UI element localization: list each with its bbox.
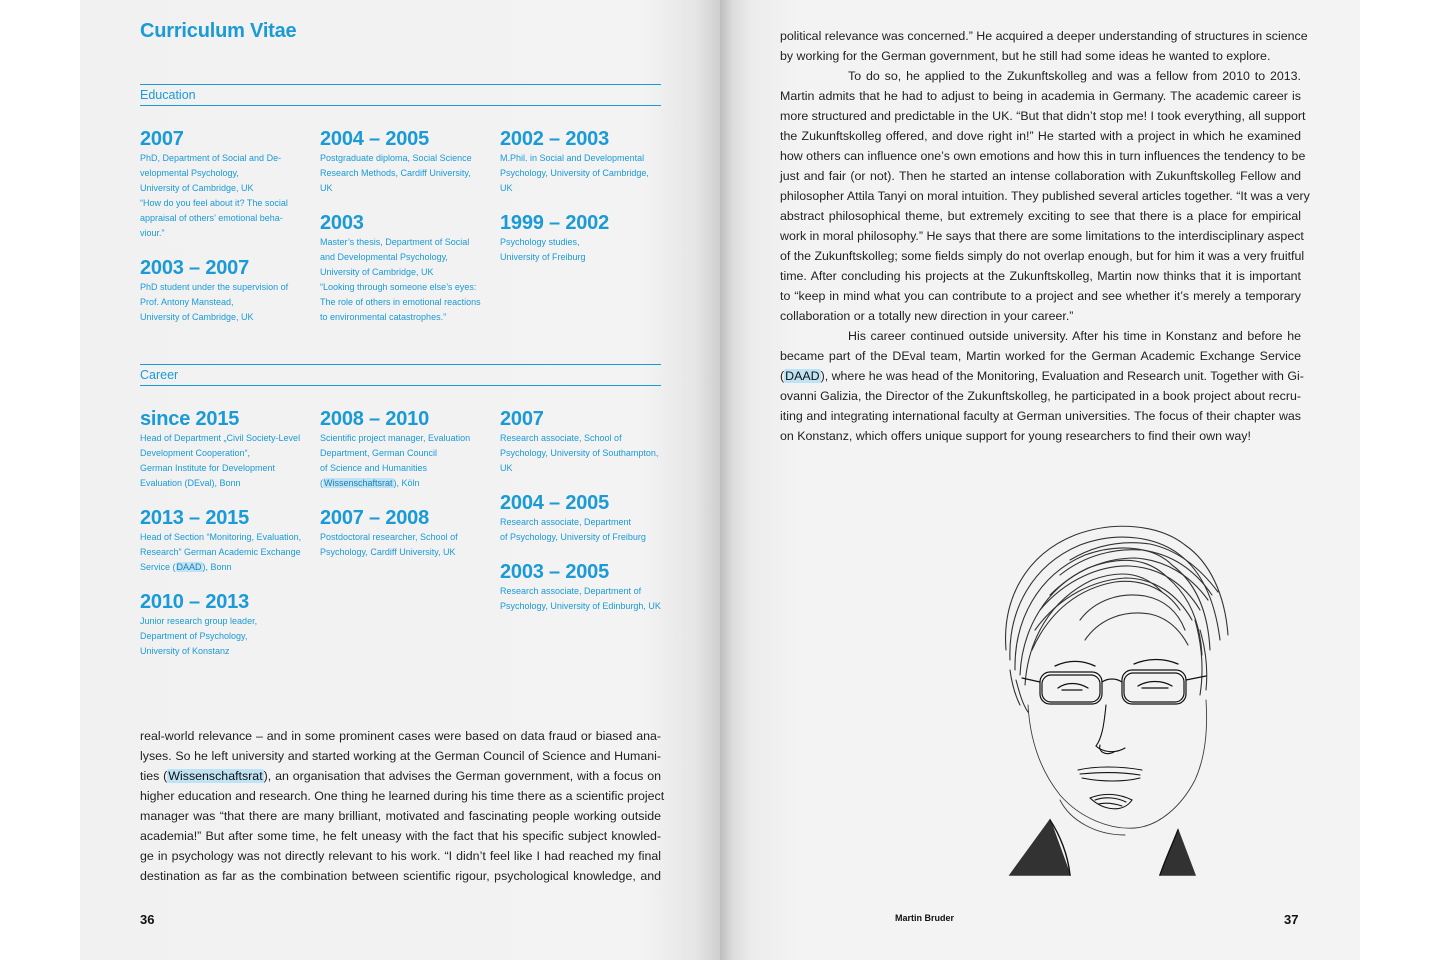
cv-entry-line: Evaluation (DEval), Bonn — [140, 478, 241, 488]
cv-entry-line: Psychology studies, — [500, 237, 580, 247]
career-column-1 — [140, 408, 312, 675]
cv-entry-line: Psychology, University of Cambridge, — [500, 168, 649, 178]
career-heading: Career — [140, 364, 661, 386]
education-column-3 — [500, 128, 672, 281]
career-column-2 — [320, 408, 492, 576]
cv-title: Curriculum Vitae — [140, 20, 297, 42]
book-spread — [80, 0, 1360, 960]
cv-entry-year: 2004 – 2005 — [500, 492, 610, 514]
body-line: Martin admits that he had to adjust to being in academia in Germany. The academic career is — [780, 89, 1301, 103]
cv-entry-line — [140, 560, 312, 575]
body-line: iting and integrating international faculty at German universities. The focus of their chapter was — [780, 409, 1301, 423]
cv-entry-line: German Institute for Development — [140, 463, 276, 473]
hair-scribble — [1006, 526, 1228, 712]
career-column-3 — [500, 408, 672, 630]
cv-entry-year: 2003 — [320, 212, 364, 234]
cv-entry-line: appraisal of others’ emotional beha- — [140, 213, 283, 223]
cv-entry-line: UK — [500, 183, 513, 193]
text-fragment: ties ( — [140, 769, 168, 783]
body-line: work in moral philosophy.” He says that there are some limitations to the interdisciplinary aspect — [780, 229, 1304, 243]
cv-entry-line: Development Cooperation“, — [140, 448, 251, 458]
portrait-sketch — [910, 500, 1310, 885]
body-line: ge in psychology was not directly relevant to his work. “I didn’t feel like I had reached my final — [140, 849, 661, 863]
cv-entry-year: 2003 – 2007 — [140, 257, 250, 279]
highlighted-term-wissenschaftsrat: Wissenschaftsrat — [168, 769, 263, 783]
body-line: how others can influence one’s own emotions and how this in turn influences the tendency to be — [780, 149, 1306, 163]
cv-entry-line: University of Cambridge, UK — [140, 183, 254, 193]
cv-entry-line: M.Phil. in Social and Developmental — [500, 153, 645, 163]
text-fragment: ), an organisation that advises the German government, with a focus on — [263, 769, 661, 783]
cv-entry — [500, 561, 672, 614]
body-line: more structured and predictable in the UK. “But that didn’t stop me! I took everything, all support — [780, 109, 1306, 123]
highlighted-term-daad: DAAD — [176, 562, 202, 572]
cv-entry-line — [320, 476, 492, 491]
cv-entry-line: University of Freiburg — [500, 252, 586, 262]
body-line: abstract philosophical theme, but extremely exciting to see that there is a place for empirical — [780, 209, 1301, 223]
body-line: on Konstanz, which offers unique support for young researchers to find their own way! — [780, 429, 1251, 443]
cv-entry-line: UK — [320, 183, 333, 193]
text-fragment: ), Bonn — [202, 562, 232, 572]
cv-entry — [500, 212, 672, 265]
page-number-left: 36 — [140, 912, 155, 927]
body-line: became part of the DEval team, Martin worked for the German Academic Exchange Service — [780, 349, 1301, 363]
cv-entry-line: Head of Section “Monitoring, Evaluation, — [140, 532, 302, 542]
cv-entry-line: University of Konstanz — [140, 646, 230, 656]
cv-entry-line: and Developmental Psychology, — [320, 252, 448, 262]
body-line: destination as far as the combination between scientific rigour, psychological knowledge, and — [140, 869, 661, 883]
education-heading: Education — [140, 84, 661, 106]
cv-entry-line: Research associate, Department of — [500, 586, 642, 596]
body-line: the Zukunftskolleg offered, and dove right in!” He started with a project in which he examined — [780, 129, 1301, 143]
cv-entry-line: Research associate, Department — [500, 517, 632, 527]
cv-entry-line: University of Cambridge, UK — [320, 267, 434, 277]
cv-entry-line: Department of Psychology, — [140, 631, 248, 641]
cv-entry-line: Psychology, University of Edinburgh, UK — [500, 601, 661, 611]
body-line: of the Zukunftskolleg; some fields simply do not overlap enough, but for him it was a very fruitful — [780, 249, 1305, 263]
body-line: time. After concluding his projects at the Zukunftskolleg, Martin now thinks that it is important — [780, 269, 1301, 283]
body-line: philosopher Attila Tanyi on moral intuition. They published several articles together. “It was a very — [780, 189, 1310, 203]
left-page — [80, 0, 720, 960]
cv-entry — [320, 212, 492, 325]
cv-entry-line: Research Methods, Cardiff University, — [320, 168, 471, 178]
text-fragment: ( — [320, 478, 323, 488]
cv-entry — [320, 128, 492, 196]
cv-entry-line: Master’s thesis, Department of Social — [320, 237, 470, 247]
body-line: lyses. So he left university and started working at the German Council of Science and Humani- — [140, 749, 661, 763]
cv-entry-line: PhD, Department of Social and De- — [140, 153, 282, 163]
left-body-text — [140, 726, 665, 886]
cv-entry-line: Prof. Antony Manstead, — [140, 297, 234, 307]
nose-mouth-sketch — [1078, 705, 1142, 809]
body-line: political relevance was concerned.” He acquired a deeper understanding of structures in science — [780, 29, 1308, 43]
cv-entry-year: 2003 – 2005 — [500, 561, 610, 583]
cv-entry-line: velopmental Psychology, — [140, 168, 239, 178]
cv-entry-line: Research associate, School of — [500, 433, 622, 443]
shirt-collar-sketch — [1010, 820, 1195, 875]
cv-entry-year: 1999 – 2002 — [500, 212, 610, 234]
cv-entry-line: viour.” — [140, 228, 165, 238]
cv-entry-line: University of Cambridge, UK — [140, 312, 254, 322]
cv-entry — [500, 492, 672, 545]
education-column-2 — [320, 128, 492, 341]
body-line: His career continued outside university. After his time in Konstanz and before he — [848, 329, 1301, 343]
cv-entry-line: Head of Department „Civil Society-Level — [140, 433, 301, 443]
text-fragment: ), Köln — [393, 478, 420, 488]
cv-entry — [140, 128, 312, 241]
cv-entry-year: 2002 – 2003 — [500, 128, 610, 150]
cv-entry — [500, 128, 672, 196]
cv-entry-line: Junior research group leader, — [140, 616, 258, 626]
body-line: ovanni Galizia, the Director of the Zukunftskolleg, he participated in a book project about recru- — [780, 389, 1301, 403]
cv-entry-line: of Psychology, University of Freiburg — [500, 532, 646, 542]
cv-entry-line: The role of others in emotional reactions — [320, 297, 481, 307]
highlighted-term-daad: DAAD — [785, 369, 820, 383]
body-line — [140, 766, 661, 786]
running-head: Martin Bruder — [895, 913, 955, 923]
body-line: academia!” But after some time, he felt uneasy with the fact that his specific subject knowled- — [140, 829, 661, 843]
cv-entry-line: Postgraduate diploma, Social Science — [320, 153, 472, 163]
cv-entry-year: 2004 – 2005 — [320, 128, 430, 150]
cv-entry-year: 2008 – 2010 — [320, 408, 430, 430]
cv-entry — [140, 408, 312, 491]
cv-entry-line: Scientific project manager, Evaluation — [320, 433, 471, 443]
cv-entry-line: Research” German Academic Exchange — [140, 547, 301, 557]
cv-entry — [320, 507, 492, 560]
page-number-right: 37 — [1284, 912, 1299, 927]
cv-entry-line: Psychology, University of Southampton, — [500, 448, 659, 458]
cv-entry-line: of Science and Humanities — [320, 463, 428, 473]
cv-entry — [320, 408, 492, 491]
body-line: by working for the German government, but he still had some ideas he wanted to explore. — [780, 49, 1271, 63]
text-fragment: Service ( — [140, 562, 176, 572]
cv-entry — [140, 257, 312, 325]
text-fragment: ( — [780, 369, 785, 383]
cv-entry — [500, 408, 672, 476]
cv-entry-line: Department, German Council — [320, 448, 438, 458]
cv-entry-year: 2007 — [140, 128, 184, 150]
text-fragment: ), where he was head of the Monitoring, Evaluation and Research unit. Together with Gi- — [820, 369, 1304, 383]
body-line: higher education and research. One thing he learned during his time there as a scientific project — [140, 789, 665, 803]
cv-entry-line: UK — [500, 463, 513, 473]
cv-entry — [140, 507, 312, 575]
body-line: collaboration or a totally new direction in your career.” — [780, 309, 1074, 323]
cv-entry-line: “How do you feel about it? The social — [140, 198, 288, 208]
glasses-sketch — [1022, 670, 1206, 704]
body-line — [780, 366, 1304, 386]
cv-entry-year: since 2015 — [140, 408, 240, 430]
cv-entry-line: “Looking through someone else’s eyes: — [320, 282, 477, 292]
cv-entry-line: to environmental catastrophes.” — [320, 312, 447, 322]
highlighted-term-wissenschaftsrat: Wissenschaftsrat — [324, 478, 393, 488]
body-line: manager was “that there are many brilliant, motivated and fascinating people working outside — [140, 809, 661, 823]
cv-entry-line: PhD student under the supervision of — [140, 282, 289, 292]
cv-entry — [140, 591, 312, 659]
body-line: To do so, he applied to the Zukunftskolleg and was a fellow from 2010 to 2013. — [848, 69, 1301, 83]
right-body-text — [780, 26, 1310, 446]
cv-entry-year: 2007 – 2008 — [320, 507, 430, 529]
cv-entry-year: 2010 – 2013 — [140, 591, 250, 613]
cv-entry-year: 2007 — [500, 408, 544, 430]
cv-entry-year: 2013 – 2015 — [140, 507, 250, 529]
cv-entry-line: Postdoctoral researcher, School of — [320, 532, 458, 542]
cv-entry-line: Psychology, Cardiff University, UK — [320, 547, 456, 557]
education-column-1 — [140, 128, 312, 341]
body-line: real-world relevance – and in some prominent cases were based on data fraud or biased ana- — [140, 729, 661, 743]
body-line: just and fair (or not). Then he started an intense collaboration with Zukunftskolleg Fellow and — [780, 169, 1301, 183]
body-line: to “keep in mind what you can contribute to a project and see whether it’s merely a temporary — [780, 289, 1301, 303]
